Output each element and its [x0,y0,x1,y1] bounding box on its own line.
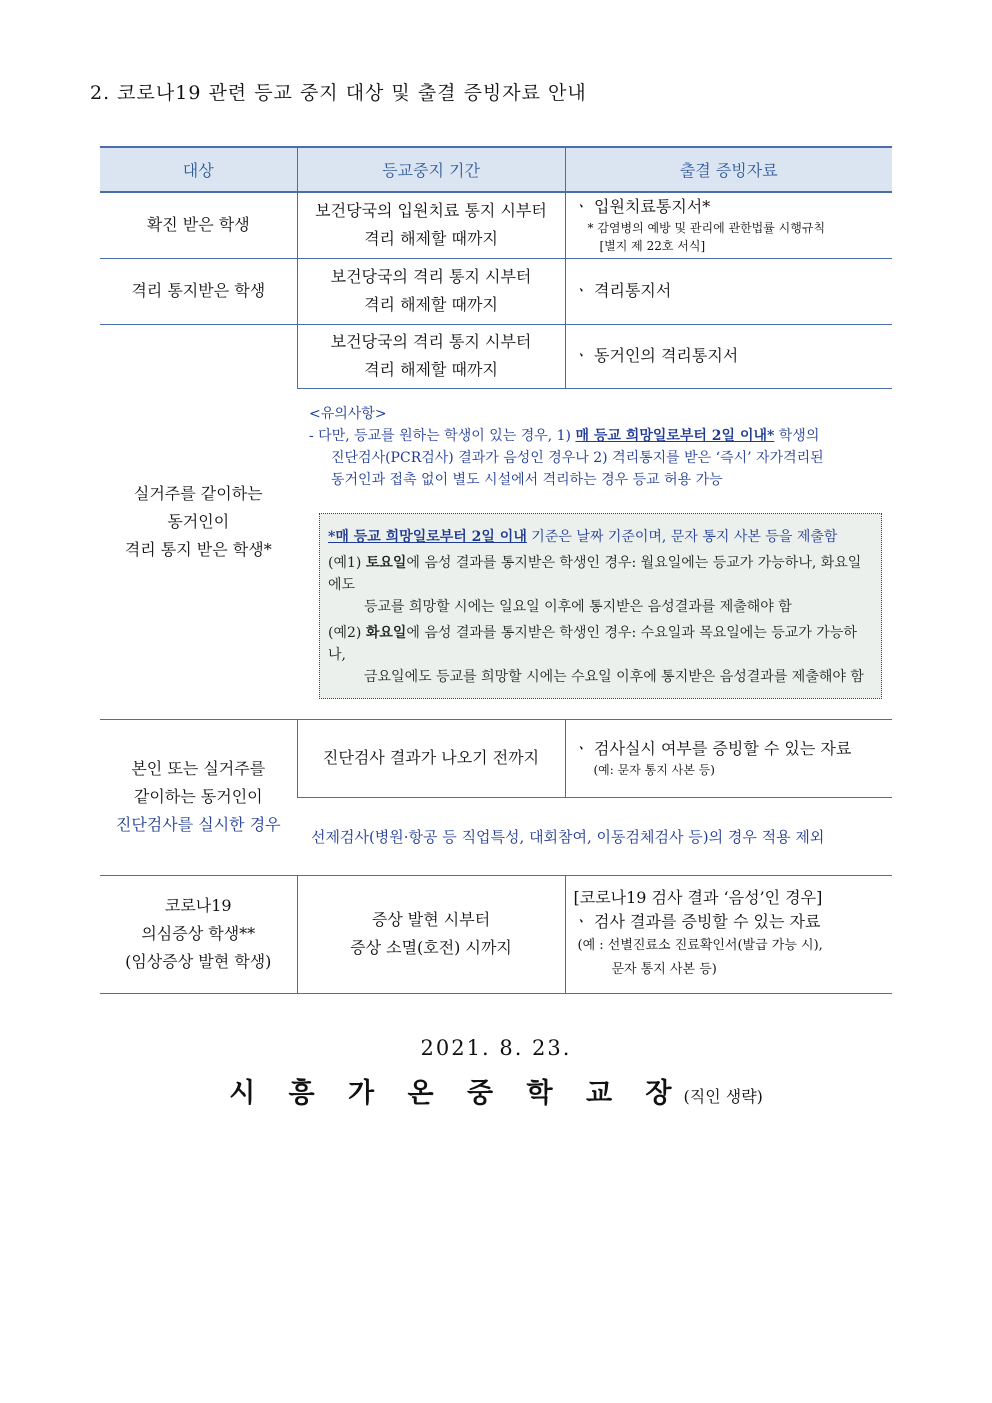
header-period: 등교중지 기간 [297,147,565,192]
seal-omitted: (직인 생략) [683,1087,763,1106]
row4-target-line3: 진단검사를 실시한 경우 [115,815,281,834]
box-ex2-c: 에 음성 결과를 통지받은 학생인 경우: 수요일과 목요일에는 등교가 가능하나, [328,624,857,663]
row1-target: 확진 받은 학생 [100,192,297,258]
row1-evidence-main: ㆍ 입원치료통지서* [573,197,711,217]
row5-evidence-note1: (예 : 선별진료소 진료확인서(발급 가능 시), [577,938,823,953]
row4-evidence-note: (예: 문자 통지 사본 등) [593,763,715,777]
notice-line1-a: - 다만, 등교를 원하는 학생이 있는 경우, 1) [309,427,576,444]
notice-line1-b: 매 등교 희망일로부터 2일 이내* [575,427,775,444]
row2-target: 격리 통지받은 학생 [100,258,297,324]
box-ex1-c: 에 음성 결과를 통지받은 학생인 경우: 월요일에는 등교가 가능하나, 화요일에도 [328,554,862,593]
row3-target-line1: 실거주를 같이하는 [133,483,263,503]
row4-evidence-main: ㆍ 검사실시 여부를 증빙할 수 있는 자료 [573,739,852,758]
box-ex1-a: (예1) [328,554,366,571]
row2-period-line1: 보건당국의 격리 통지 시부터 [330,267,532,286]
row4-evidence [565,719,892,797]
row2-period [297,258,565,324]
row5-target-line2: 의심증상 학생** [141,924,256,943]
signature-name: 시 흥 가 온 중 학 교 장 [229,1078,684,1109]
notice-title: <유의사항> [309,405,387,422]
signature-line [0,1071,992,1110]
row5-period-line1: 증상 발현 시부터 [371,910,491,929]
box-ex2-a: (예2) [328,624,366,641]
row5-target-line1: 코로나19 [164,896,232,915]
table-row [100,258,892,324]
row4-period: 진단검사 결과가 나오기 전까지 [297,719,565,797]
row5-evidence-title: [코로나19 검사 결과 ‘음성’인 경우] [573,888,823,907]
box-title-a: *매 등교 희망일로부터 2일 이내 [328,528,527,545]
notice-line2: 진단검사(PCR검사) 결과가 음성인 경우나 2) 격리통지를 받은 ‘즉시’ 자가격리된 [331,449,824,466]
row4-exclusion: 선제검사(병원·항공 등 직업특성, 대회참여, 이동검체검사 등)의 경우 적용 제외 [297,797,892,875]
notice-line1 [309,425,882,447]
section-heading: 2. 코로나19 관련 등교 중지 대상 및 출결 증빙자료 안내 [90,82,587,104]
table-row [100,719,892,797]
row1-period-line1: 보건당국의 입원치료 통지 시부터 [315,201,547,221]
row2-period-line2: 격리 해제할 때까지 [364,295,498,314]
row2-evidence: ㆍ 격리통지서 [565,258,892,324]
row3-period [297,324,565,388]
row3-target-line3: 격리 통지 받은 학생* [124,539,272,559]
table-header-row [100,147,892,192]
box-ex1-b: 토요일 [365,554,407,571]
row4-target [100,719,297,875]
box-ex1 [328,552,871,596]
row1-period-line2: 격리 해제할 때까지 [364,229,498,249]
box-ex2-b: 화요일 [365,624,407,641]
notice-line3: 동거인과 접촉 없이 별도 시설에서 격리하는 경우 등교 허용 가능 [331,471,723,488]
box-ex1-line2: 등교를 희망할 시에는 일요일 이후에 통지받은 음성결과를 제출해야 함 [364,598,792,615]
row1-period [297,192,565,258]
row3-target-line2: 동거인이 [167,511,230,531]
row4-target-line1: 본인 또는 실거주를 [131,759,266,778]
notice [297,389,892,719]
table-row [100,324,892,388]
table-row [100,192,892,258]
box-ex2 [328,622,871,666]
row1-evidence [565,192,892,258]
table-row [100,875,892,993]
document-date: 2021. 8. 23. [420,1036,572,1060]
row3-period-line2: 격리 해제할 때까지 [364,360,498,379]
row3-target [100,324,297,719]
row5-evidence [565,875,892,993]
row3-evidence: ㆍ 동거인의 격리통지서 [565,324,892,388]
notice-box [319,513,882,699]
row5-period [297,875,565,993]
header-evidence: 출결 증빙자료 [565,147,892,192]
row4-target-line2: 같이하는 동거인이 [133,787,263,806]
row5-target-line3: (임상증상 발현 학생) [125,952,272,971]
attendance-table [100,146,892,994]
row5-period-line2: 증상 소멸(호전) 시까지 [350,938,512,957]
row1-evidence-note1: * 감염병의 예방 및 관리에 관한법률 시행규칙 [587,221,826,236]
box-ex2-line2: 금요일에도 등교를 희망할 시에는 수요일 이후에 통지받은 음성결과를 제출해야 함 [364,668,864,685]
row3-period-line1: 보건당국의 격리 통지 시부터 [330,332,532,351]
header-target: 대상 [100,147,297,192]
row3-notice-cell [297,388,892,719]
notice-line1-c: 학생의 [774,427,820,444]
box-title-b: 기준은 날짜 기준이며, 문자 통지 사본 등을 제출함 [526,528,838,545]
row5-evidence-note2: 문자 통지 사본 등) [611,962,717,977]
row5-evidence-main: ㆍ 검사 결과를 증빙할 수 있는 자료 [573,912,821,931]
box-title [328,526,871,548]
row5-target [100,875,297,993]
row1-evidence-note2: [별지 제 22호 서식] [599,239,706,254]
